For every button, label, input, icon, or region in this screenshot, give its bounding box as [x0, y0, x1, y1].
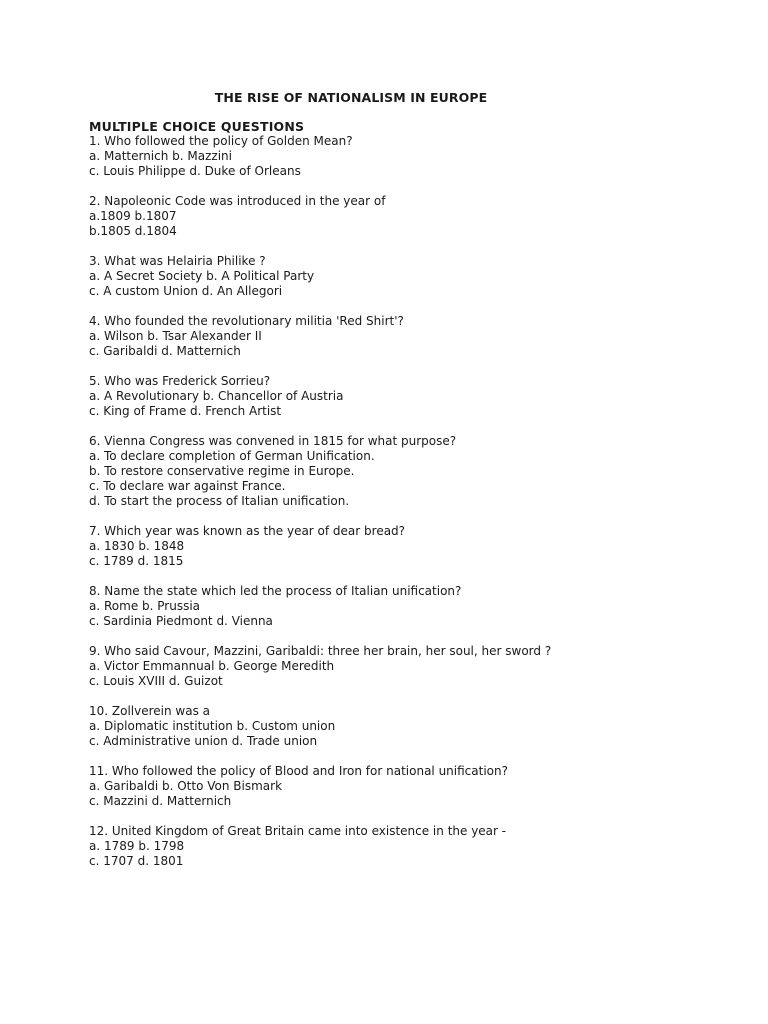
question-item: [89, 644, 729, 689]
question-item: [89, 254, 729, 299]
question-text: 9. Who said Cavour, Mazzini, Garibaldi: three her brain, her soul, her sword ?: [89, 644, 552, 658]
answer-options-line: c. 1789 d. 1815: [89, 554, 184, 568]
answer-options-line: c. King of Frame d. French Artist: [89, 404, 282, 418]
question-text: 2. Napoleonic Code was introduced in the year of: [89, 194, 386, 208]
document-title: THE RISE OF NATIONALISM IN EUROPE: [214, 90, 488, 105]
question-text: 6. Vienna Congress was convened in 1815 for what purpose?: [89, 434, 457, 448]
answer-options-line: a. Rome b. Prussia: [89, 599, 201, 613]
answer-options-line: c. Mazzini d. Matternich: [89, 794, 232, 808]
question-text: 5. Who was Frederick Sorrieu?: [89, 374, 271, 388]
answer-options-line: c. 1707 d. 1801: [89, 854, 184, 868]
answer-options-line: d. To start the process of Italian unification.: [89, 494, 350, 508]
answer-options-line: c. Garibaldi d. Matternich: [89, 344, 241, 358]
question-text: 10. Zollverein was a: [89, 704, 211, 718]
question-text: 1. Who followed the policy of Golden Mean?: [89, 134, 353, 148]
answer-options-line: a. Garibaldi b. Otto Von Bismark: [89, 779, 283, 793]
question-text: 12. United Kingdom of Great Britain came into existence in the year -: [89, 824, 507, 838]
question-item: [89, 584, 729, 629]
question-item: [89, 314, 729, 359]
section-heading: MULTIPLE CHOICE QUESTIONS: [89, 119, 305, 134]
question-item: [89, 194, 729, 239]
answer-options-line: a. 1830 b. 1848: [89, 539, 185, 553]
question-item: [89, 374, 729, 419]
question-text: 3. What was Helairia Philike ?: [89, 254, 266, 268]
answer-options-line: c. To declare war against France.: [89, 479, 286, 493]
document-page: [89, 90, 729, 884]
question-text: 4. Who founded the revolutionary militia 'Red Shirt'?: [89, 314, 404, 328]
answer-options-line: c. Administrative union d. Trade union: [89, 734, 318, 748]
question-item: [89, 824, 729, 869]
answer-options-line: a. A Revolutionary b. Chancellor of Austria: [89, 389, 344, 403]
answer-options-line: a. To declare completion of German Unification.: [89, 449, 375, 463]
answer-options-line: a.1809 b.1807: [89, 209, 177, 223]
answer-options-line: c. Louis Philippe d. Duke of Orleans: [89, 164, 301, 178]
question-item: [89, 704, 729, 749]
answer-options-line: b. To restore conservative regime in Europe.: [89, 464, 355, 478]
answer-options-line: a. Matternich b. Mazzini: [89, 149, 232, 163]
question-item: [89, 134, 729, 179]
question-text: 7. Which year was known as the year of dear bread?: [89, 524, 406, 538]
answer-options-line: a. Victor Emmannual b. George Meredith: [89, 659, 335, 673]
question-text: 8. Name the state which led the process of Italian unification?: [89, 584, 462, 598]
answer-options-line: c. Louis XVIII d. Guizot: [89, 674, 223, 688]
answer-options-line: c. Sardinia Piedmont d. Vienna: [89, 614, 273, 628]
question-item: [89, 434, 729, 509]
answer-options-line: c. A custom Union d. An Allegori: [89, 284, 283, 298]
question-item: [89, 524, 729, 569]
question-text: 11. Who followed the policy of Blood and Iron for national unification?: [89, 764, 508, 778]
answer-options-line: b.1805 d.1804: [89, 224, 177, 238]
question-list: [89, 134, 729, 869]
answer-options-line: a. Diplomatic institution b. Custom union: [89, 719, 336, 733]
answer-options-line: a. 1789 b. 1798: [89, 839, 185, 853]
answer-options-line: a. Wilson b. Tsar Alexander II: [89, 329, 262, 343]
question-item: [89, 764, 729, 809]
answer-options-line: a. A Secret Society b. A Political Party: [89, 269, 315, 283]
